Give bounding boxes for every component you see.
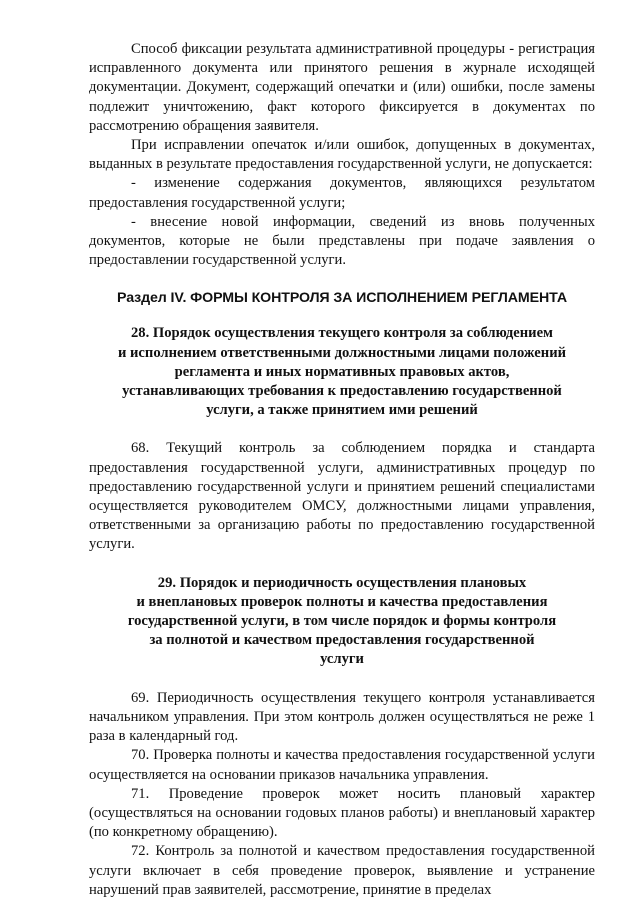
section-title: Раздел IV. ФОРМЫ КОНТРОЛЯ ЗА ИСПОЛНЕНИЕМ РЕГЛАМЕНТА — [117, 290, 567, 307]
spacer — [89, 270, 595, 289]
paragraph-corrections-not-allowed: При исправлении опечаток и/или ошибок, допущенных в документах, выданных в результате предоставления государственной услуги, не допускается: — [89, 137, 595, 173]
spacer — [89, 555, 595, 574]
subsection-title-29: 29. Порядок и периодичность осуществления плановых и внеплановых проверок полноты и качества предоставления государственной услуги, в том числе порядок и формы контроля за полнотой и качеством предоставления государственной услуги — [127, 574, 557, 668]
paragraph-72: 72. Контроль за полнотой и качеством предоставления государственной услуги включает в себя проведение проверок, выявление и устранение нарушений прав заявителей, рассмотрение, принятие в пределах — [89, 843, 595, 898]
paragraph-71: 71. Проведение проверок может носить плановый характер (осуществляться на основании годовых планов работы) и внеплановый характер (по конкретному обращению). — [89, 785, 595, 841]
list-item-new-information: - внесение новой информации, сведений из вновь полученных документов, которые не были представлены при подаче заявления о предоставлении государственной услуги. — [89, 213, 595, 269]
paragraph-69: 69. Периодичность осуществления текущего контроля устанавливается начальником управления. При этом контроль должен осуществляться не реже 1 раза в календарный год. — [89, 689, 595, 745]
spacer — [89, 670, 595, 689]
paragraph-fixation-method: Способ фиксации результата административной процедуры - регистрация исправленного документа или принятого решения в журнале исходящей документации. Документ, содержащий опечатки и (или) ошибки, после замены подлежит уничтожению, факт которого фиксируется в документах по рассмотрению обращения заявителя. — [89, 41, 595, 134]
paragraph-70: 70. Проверка полноты и качества предоставления государственной услуги осуществляется на основании приказов начальника управления. — [89, 747, 595, 783]
spacer — [89, 308, 595, 324]
spacer — [89, 420, 595, 439]
document-body — [89, 40, 595, 900]
paragraph-68: 68. Текущий контроль за соблюдением порядка и стандарта предоставления государственной услуги, административных процедур по предоставлению государственной услуги и принятием решений специалистами осуществляется руководителем ОМСУ, должностными лицами управления, ответственными за организацию работы по предоставлению государственной услуги. — [89, 440, 595, 553]
subsection-title-28: 28. Порядок осуществления текущего контроля за соблюдением и исполнением ответственными должностными лицами положений регламента и иных нормативных правовых актов, устанавливающих требования к предоставлению государственной услуги, а также принятием ими решений — [117, 325, 567, 419]
list-item-content-change: - изменение содержания документов, являющихся результатом предоставления государственной услуги; — [89, 175, 595, 211]
